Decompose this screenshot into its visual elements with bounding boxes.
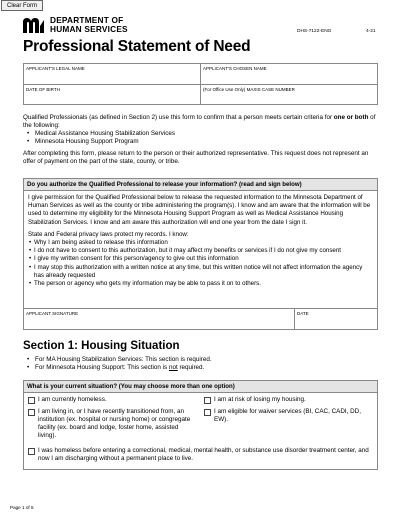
authorization-question: Do you authorize the Qualified Professional to release your information? (read and sign below)	[24, 179, 377, 191]
date-of-birth-label: DATE OF BIRTH	[26, 87, 60, 92]
org-name-line2: HUMAN SERVICES	[50, 23, 128, 34]
minnesota-logo-icon	[23, 17, 47, 33]
intro-section	[23, 114, 378, 166]
intro-text-a: Qualified Professionals (as defined in Section 2) use this form to confirm that a person meets certain criteria for	[23, 114, 334, 121]
authorization-text	[24, 191, 377, 291]
at-risk-label: I am at risk of losing my housing.	[214, 396, 306, 403]
signature-date-field[interactable]	[295, 309, 378, 330]
date-label: DATE	[297, 311, 309, 316]
waiver-checkbox[interactable]	[204, 409, 211, 416]
chosen-name-label: APPLICANT'S CHOSEN NAME	[203, 66, 267, 71]
list-item: • For MA Housing Stabilization Services: This section is required.	[35, 356, 390, 364]
org-name-line1: DEPARTMENT OF	[50, 15, 124, 25]
applicant-signature-field[interactable]	[24, 309, 294, 330]
form-revision-date: 4-21	[366, 29, 376, 34]
privacy-points	[28, 239, 373, 288]
signature-label: APPLICANT SIGNATURE	[26, 311, 79, 316]
org-name	[50, 16, 128, 33]
page-title: Professional Statement of Need	[23, 38, 251, 55]
at-risk-checkbox[interactable]	[204, 397, 211, 404]
list-item: • I do not have to consent to this authorization, but it may affect my benefits or services if I do not give my consent	[34, 247, 373, 255]
form-code: DHS-7122-ENG	[297, 29, 332, 34]
note-text-a: For Minnesota Housing Support: This section is	[35, 364, 169, 371]
option-homeless[interactable]	[28, 396, 193, 404]
option-correctional[interactable]	[28, 447, 374, 463]
list-item: • I give my written consent for this person/agency to give out this information	[34, 255, 373, 263]
list-item: • The person or agency who gets my information may be able to pass it on to others.	[34, 280, 373, 288]
page-number: Page 1 of 5	[10, 505, 34, 510]
intro-text-bold: one or both	[333, 114, 369, 121]
legal-name-field[interactable]	[24, 64, 200, 84]
dhs-logo	[23, 16, 128, 33]
program-list	[23, 130, 378, 146]
applicant-info-grid	[23, 63, 378, 105]
intro-paragraph	[23, 114, 378, 130]
list-item: • Why I am being asked to release this information	[34, 239, 373, 247]
waiver-label: I am eligible for waiver services (BI, CAC, CADI, DD, EW).	[214, 408, 361, 423]
housing-situation-box	[23, 380, 378, 470]
authorization-box	[23, 178, 378, 330]
note-text-underline: not	[168, 364, 178, 371]
note-text-b: required.	[177, 364, 205, 371]
clear-form-button[interactable]: Clear Form	[1, 0, 43, 11]
correctional-label: I was homeless before entering a correctional, medical, mental health, or substance use disorder treatment center, and now I am discharging without a permanent place to live.	[38, 447, 369, 462]
privacy-intro: State and Federal privacy laws protect my records. I know:	[28, 230, 189, 238]
option-waiver[interactable]	[204, 408, 374, 424]
housing-situation-question: What is your current situation? (You may choose more than one option)	[24, 381, 377, 393]
homeless-label: I am currently homeless.	[38, 396, 107, 403]
section-1-notes	[23, 356, 390, 372]
homeless-checkbox[interactable]	[28, 397, 35, 404]
maxis-case-number-field[interactable]	[201, 85, 378, 105]
institution-checkbox[interactable]	[28, 409, 35, 416]
list-item: • Medical Assistance Housing Stabilization Services	[35, 130, 378, 138]
option-at-risk[interactable]	[204, 396, 374, 404]
return-instructions: After completing this form, please return to the person or their authorized representative. This request does not represent an offer of payment on the part of the state, county, or tribe.	[23, 150, 369, 165]
authorization-paragraph: I give permission for the Qualified Professional below to release the requested information to the Minnesota Department of Human Services as well as the county or tribe administering the program(s). I know and am aware that the information will be used to determine my eligibility for the Minnesota Housing Support Program as well as Medical Assistance Housing Stabilization Services. I know and am aware this authorization will end one year from the date I sign it.	[28, 194, 371, 226]
intro-text-b: of the following:	[23, 114, 376, 129]
option-institution[interactable]	[28, 408, 193, 440]
institution-label: I am living in, or I have recently transitioned from, an institution (ex. hospital or nursing home) or congregate facility (ex. board and lodge, foster home, assisted living).	[38, 408, 191, 439]
list-item: • Minnesota Housing Support Program	[35, 138, 378, 146]
maxis-case-number-label: (For Office Use Only) MAXIS CASE NUMBER	[203, 87, 295, 92]
list-item: • I may stop this authorization with a written notice at any time, but this written notice will not affect information the agency has already requested	[34, 264, 373, 280]
correctional-checkbox[interactable]	[28, 448, 35, 455]
list-item	[35, 364, 390, 372]
legal-name-label: APPLICANT'S LEGAL NAME	[26, 66, 85, 71]
chosen-name-field[interactable]	[201, 64, 378, 84]
section-1-title: Section 1: Housing Situation	[23, 340, 180, 352]
date-of-birth-field[interactable]	[24, 85, 200, 105]
